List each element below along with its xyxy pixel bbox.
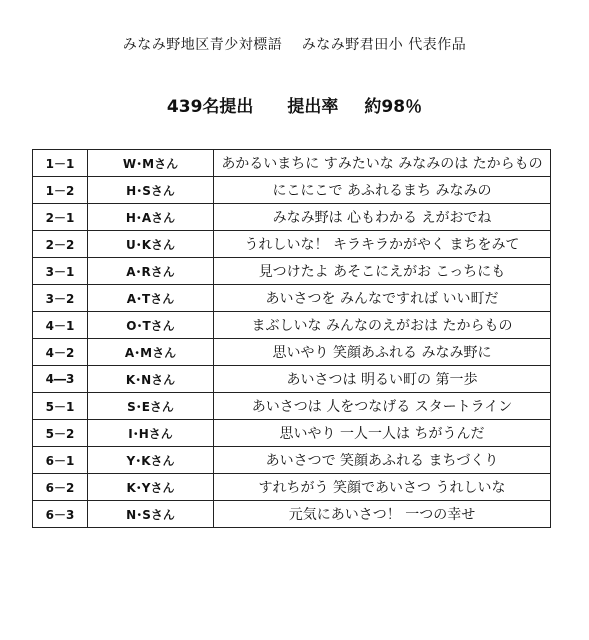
slogan-cell: あいさつを みんなですれば いい町だ bbox=[214, 285, 551, 312]
slogan-cell: すれちがう 笑顔であいさつ うれしいな bbox=[214, 474, 551, 501]
class-cell: 2－2 bbox=[33, 231, 88, 258]
table-row bbox=[33, 420, 551, 447]
table-row bbox=[33, 393, 551, 420]
slogan-cell: 思いやり 一人一人は ちがうんだ bbox=[214, 420, 551, 447]
submission-rate-label: 提出率 bbox=[287, 97, 339, 117]
class-cell: 3－2 bbox=[33, 285, 88, 312]
table-row bbox=[33, 339, 551, 366]
class-cell: 5－1 bbox=[33, 393, 88, 420]
class-cell: 4－2 bbox=[33, 339, 88, 366]
slogan-cell: 思いやり 笑顔あふれる みなみ野に bbox=[214, 339, 551, 366]
slogan-cell: 元気にあいさつ！ 一つの幸せ bbox=[214, 501, 551, 528]
student-name-cell: O･Tさん bbox=[88, 312, 214, 339]
class-cell: 6－1 bbox=[33, 447, 88, 474]
student-name-cell: N･Sさん bbox=[88, 501, 214, 528]
slogan-cell: あかるいまちに すみたいな みなみのは たからもの bbox=[214, 150, 551, 177]
slogan-table bbox=[32, 149, 551, 528]
student-name-cell: K･Yさん bbox=[88, 474, 214, 501]
submission-rate-value: 約98％ bbox=[364, 97, 423, 117]
slogan-cell: 見つけたよ あそこにえがお こっちにも bbox=[214, 258, 551, 285]
student-name-cell: H･Aさん bbox=[88, 204, 214, 231]
student-name-cell: A･Rさん bbox=[88, 258, 214, 285]
student-name-cell: I･Hさん bbox=[88, 420, 214, 447]
submission-stats bbox=[0, 92, 589, 117]
table-row bbox=[33, 177, 551, 204]
class-cell: 5－2 bbox=[33, 420, 88, 447]
table-row bbox=[33, 231, 551, 258]
slogan-cell: まぶしいな みんなのえがおは たからもの bbox=[214, 312, 551, 339]
table-row bbox=[33, 447, 551, 474]
table-row bbox=[33, 366, 551, 393]
class-cell: 4―3 bbox=[33, 366, 88, 393]
class-cell: 3－1 bbox=[33, 258, 88, 285]
student-name-cell: S･Eさん bbox=[88, 393, 214, 420]
table-row bbox=[33, 285, 551, 312]
class-cell: 4－1 bbox=[33, 312, 88, 339]
student-name-cell: H･Sさん bbox=[88, 177, 214, 204]
class-cell: 6－3 bbox=[33, 501, 88, 528]
table-row bbox=[33, 204, 551, 231]
student-name-cell: K･Nさん bbox=[88, 366, 214, 393]
student-name-cell: A･Tさん bbox=[88, 285, 214, 312]
table-row bbox=[33, 150, 551, 177]
table-row bbox=[33, 474, 551, 501]
class-cell: 1－2 bbox=[33, 177, 88, 204]
student-name-cell: Y･Kさん bbox=[88, 447, 214, 474]
class-cell: 1－1 bbox=[33, 150, 88, 177]
slogan-cell: あいさつは 人をつなげる スタートライン bbox=[214, 393, 551, 420]
slogan-cell: にこにこで あふれるまち みなみの bbox=[214, 177, 551, 204]
student-name-cell: A･Mさん bbox=[88, 339, 214, 366]
student-name-cell: W･Mさん bbox=[88, 150, 214, 177]
table-row bbox=[33, 312, 551, 339]
student-name-cell: U･Kさん bbox=[88, 231, 214, 258]
class-cell: 2－1 bbox=[33, 204, 88, 231]
table-row bbox=[33, 258, 551, 285]
slogan-cell: あいさつは 明るい町の 第一歩 bbox=[214, 366, 551, 393]
slogan-cell: あいさつで 笑顔あふれる まちづくり bbox=[214, 447, 551, 474]
class-cell: 6－2 bbox=[33, 474, 88, 501]
slogan-cell: うれしいな！ キラキラかがやく まちをみて bbox=[214, 231, 551, 258]
page-title: みなみ野地区青少対標語 みなみ野君田小 代表作品 bbox=[122, 37, 467, 53]
slogan-cell: みなみ野は 心もわかる えがおでね bbox=[214, 204, 551, 231]
table-row bbox=[33, 501, 551, 528]
submitted-count: 439名提出 bbox=[166, 97, 254, 117]
